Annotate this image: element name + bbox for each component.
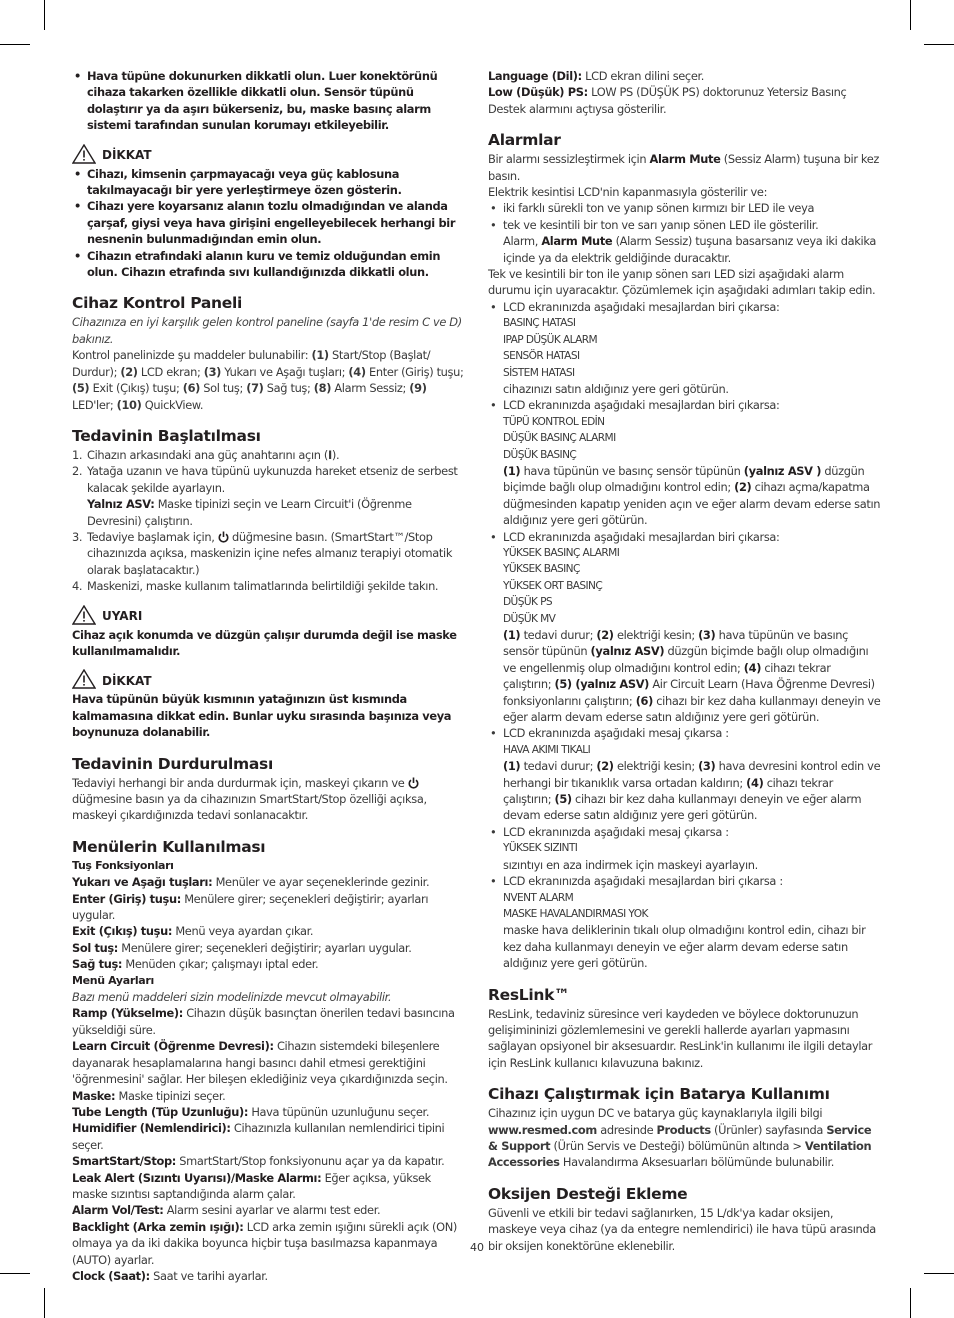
section-title-alarms: Alarmlar: [488, 131, 561, 150]
crop-mark: [44, 0, 45, 30]
start-step: 4. Maskenizi, maske kullanım talimatlarında belirtildiği şekilde takın.: [72, 579, 439, 594]
menu-setting: Clock (Saat): Saat ve tarihi ayarlar.: [72, 1268, 268, 1283]
caution-heading: [72, 669, 464, 689]
warning-triangle-icon: [72, 605, 96, 625]
lcd-message: YÜKSEK ORT BASINÇ: [503, 579, 603, 592]
oxygen-text: Güvenli ve etkili bir tedavi sağlanırken, 15 L/dk'ya kadar oksijen, maskeye veya cihaz (ya da entegre nemlendirici) ile hava tüpü arasında bir oksijen konektörüne eklenebilir.: [488, 1205, 876, 1253]
menu-setting: Learn Circuit (Öğrenme Devresi): Cihazın sistemdeki bileşenlere dayanarak hesaplamalarına hangi basıncı dahil etmesi gerektiğini 'öğrenmesini' sağlar. Her bileşen eklediğiniz veya çıkardığınızda seçin.: [72, 1039, 448, 1087]
power-icon: [408, 777, 419, 789]
alarms-power-failure: Elektrik kesintisi LCD'nin kapanmasıyla gösterilir ve:: [488, 185, 768, 200]
alarm-group: • LCD ekranınızda aşağıdaki mesajlardan biri çıkarsa: YÜKSEK BASINÇ ALARMI YÜKSEK BASINÇ YÜKSEK ORT BASINÇ DÜŞÜK PS DÜŞÜK MV (1) tedavi durur; (2) elektriği kesin; (3) hava tüpünün ve basınç sensör tüpünün (yalnız ASV) düzgün biçimde bağlı olup olmadığını ve engellenmiş olup olmadığını kontrol edin; (4) cihazı tekrar çalıştırın; (5) (yalnız ASV) Air Circuit Learn (Hava Öğrenme Devresi) fonksiyonlarını çalıştırın; (6) cihazı bir kez daha kullanmayı deneyin ve eğer alarm devam ederse satın aldığınız yere geri götürün.: [488, 529, 882, 726]
alarm-group: • LCD ekranınızda aşağıdaki mesajlardan biri çıkarsa: TÜPÜ KONTROL EDİN DÜŞÜK BASINÇ ALARMI DÜŞÜK BASINÇ (1) hava tüpünün ve basınç sensör tüpünün (yalnız ASV ) düzgün biçimde bağlı olup olmadığını kontrol edin; (2) cihazı açma/kapatma düğmesinden kapatıp yeniden açın ve eğer alarm devam ederse satın aldığınız yere geri götürün.: [488, 397, 882, 528]
alarm-group: • LCD ekranınızda aşağıdaki mesajlardan biri çıkarsa: BASINÇ HATASI IPAP DÜŞÜK ALARM SENSÖR HATASI SİSTEM HATASI cihazınızı satın aldığınız yere geri götürün.: [488, 299, 882, 397]
key-function: Sağ tuş: Menüden çıkar; çalışmayı iptal eder.: [72, 957, 319, 972]
stop-text: Tedaviyi herhangi bir anda durdurmak için, maskeyi çıkarın ve düğmesine basın ya da cihazınızın SmartStart/Stop özelliği açıksa, maskeyi çıkardığınızda tedavi sonlanacaktır.: [72, 775, 427, 823]
caution-item: • Cihazı yere koyarsanız alanın tozlu olmadığından ve alanda çarşaf, giysi veya hava girişini engelleyebilecek herhangi bir nesnenin bulunmadığından emin olun.: [72, 198, 464, 247]
reslink-text: ResLink, tedaviniz süresince veri kaydeden ve böylece doktorunuzun gelişimininizi gözlemlemesini ve gerekli hallerde ayarları yapmasını sağlayan opsiyonel bir aksesuardır. ResLink'in kullanımı ile ilgili detaylar için ResLink kullanıcı kılavuzuna bakınız.: [488, 1006, 873, 1070]
alarm-group: • LCD ekranınızda aşağıdaki mesaj çıkarsa : YÜKSEK SIZINTI sızıntıyı en aza indirmek için maskeyi ayarlayın.: [488, 824, 882, 873]
power-icon: [218, 531, 229, 543]
lcd-message: TÜPÜ KONTROL EDİN: [503, 415, 605, 428]
caution-label: DİKKAT: [102, 148, 152, 163]
key-function: Sol tuş: Menülere girer; seçenekleri değiştirir; ayarları uygular.: [72, 940, 412, 955]
control-panel-text: Kontrol panelinizde şu maddeler bulunabilir: (1) Start/Stop (Başlat/ Durdur); (2) LCD ekran; (3) Yukarı ve Aşağı tuşları; (4) Enter (Giriş) tuşu; (5) Exit (Çıkış) tuşu; (6) Sol tuş; (7) Sağ tuş; (8) Alarm Sessiz; (9) LED'ler; (10) QuickView.: [72, 348, 464, 412]
warning-heading: [72, 605, 464, 625]
crop-mark: [0, 1273, 30, 1274]
start-step: 2. Yatağa uzanın ve hava tüpünü uykunuzda hareket etseniz de serbest kalacak şekilde ayarlayın. Yalnız ASV: Maske tipinizi seçin ve Learn Circuit'i (Öğrenme Devresini) çalıştırın.: [72, 464, 458, 528]
alarms-intro: Bir alarmı sessizleştirmek için Alarm Mute (Sessiz Alarm) tuşuna bir kez basın.: [488, 152, 880, 183]
menu-setting: Backlight (Arka zemin ışığı): LCD arka zemin ışığını sürekli açık (ON) olmaya ya da iki dakika boyunca hiçbir tuşa basılmazsa kapanmaya (AUTO) ayarlar.: [72, 1219, 458, 1267]
warning-triangle-icon: [72, 669, 96, 689]
section-title-menus: Menülerin Kullanılması: [72, 837, 266, 856]
menu-setting: Alarm Vol/Test: Alarm sesini ayarlar ve alarmı test eder.: [72, 1203, 381, 1218]
key-functions-heading: Tuş Fonksiyonları: [72, 858, 174, 872]
menu-setting: Maske: Maske tipinizi seçer.: [72, 1088, 226, 1103]
start-step: 1. Cihazın arkasındaki ana güç anahtarını açın (I).: [72, 447, 340, 462]
menu-settings-heading: Menü Ayarları: [72, 973, 154, 987]
lcd-message: YÜKSEK BASINÇ: [503, 563, 580, 576]
start-step: 3. Tedaviye başlamak için, düğmesine basın. (SmartStart™/Stop cihazınızda açıksa, maskenizin içine nefes almanız terapiyi otomatik olarak başlatacaktır.): [72, 529, 453, 577]
section-title-battery: Cihazı Çalıştırmak için Batarya Kullanımı: [488, 1085, 830, 1104]
caution-item: • Cihazı, kimsenin çarpmayacağı veya güç kablosuna takılmayacağı bir yere yerleştirmeye özen gösterin.: [72, 166, 464, 199]
lcd-message: BASINÇ HATASI: [503, 317, 576, 330]
crop-mark: [44, 1288, 45, 1318]
alarm-group: • LCD ekranınızda aşağıdaki mesaj çıkarsa : HAVA AKIMI TIKALI (1) tedavi durur; (2) elektriği kesin; (3) hava devresini kontrol edin ve herhangi bir tıkanıklık varsa ortadan kaldırın; (4) cihazı tekrar çalıştırın; (5) cihazı bir kez daha kullanmayı deneyin ve eğer alarm devam ederse satın aldığınız yere geri götürün.: [488, 725, 882, 823]
alarm-bullet: • iki farklı sürekli ton ve yanıp sönen kırmızı bir LED ile veya: [488, 200, 882, 216]
key-function: Exit (Çıkış) tuşu: Menü veya ayardan çıkar.: [72, 924, 314, 939]
menu-setting: Leak Alert (Sızıntı Uyarısı)/Maske Alarmı: Eğer açıksa, yüksek maske sızıntısı saptandığında alarm çalar.: [72, 1170, 431, 1201]
menu-setting: Language (Dil): LCD ekran dilini seçer.: [488, 69, 705, 83]
lcd-message: MASKE HAVALANDIRMASI YOK: [503, 907, 648, 920]
key-function: Enter (Giriş) tuşu: Menülere girer; seçenekleri değiştirir; ayarları uygular.: [72, 891, 429, 923]
warning-triangle-icon: [72, 144, 96, 164]
caution-heading: [72, 144, 464, 164]
control-panel-note: Cihazınıza en iyi karşılık gelen kontrol paneline (sayfa 1'de resim C ve D) bakınız.: [72, 315, 462, 346]
battery-text: Cihazınız için uygun DC ve batarya güç kaynaklarıyla ilgili bilgi www.resmed.com adresinde Products (Ürünler) sayfasında Service & Support (Ürün Servis ve Desteği) bölümünün altında > Ventilation Accessories Havalandırma Aksesuarları bölümünde bulunabilir.: [488, 1106, 872, 1170]
crop-mark: [924, 44, 954, 45]
lcd-message: DÜŞÜK BASINÇ: [503, 448, 577, 461]
menu-settings-note: Bazı menü maddeleri sizin modelinizde mevcut olmayabilir.: [72, 990, 392, 1005]
intro-bullet: • Hava tüpüne dokunurken dikkatli olun. Luer konektörünü cihaza takarken özellikle dikkatli olun. Sensör tüpünü dolaştırır ya da aşırı bükerseniz, bu, maske basınç alarm sistemi tarafından sunulan korumayı etkileyebilir.: [72, 68, 464, 134]
warning-label: UYARI: [102, 609, 143, 624]
section-title-oxygen: Oksijen Desteği Ekleme: [488, 1184, 688, 1203]
menu-setting: Low (Düşük) PS: LOW PS (DÜŞÜK PS) doktorunuz Yetersiz Basınç Destek alarmını açtıysa gösterilir.: [488, 85, 847, 116]
left-column: [72, 68, 464, 1284]
lcd-message: SENSÖR HATASI: [503, 350, 580, 363]
crop-mark: [910, 1288, 911, 1318]
section-title-start: Tedavinin Başlatılması: [72, 426, 261, 445]
lcd-message: DÜŞÜK PS: [503, 596, 553, 609]
menu-setting: Humidifier (Nemlendirici): Cihazınızla kullanılan nemlendirici tipini seçer.: [72, 1121, 445, 1152]
crop-mark: [910, 0, 911, 30]
alarm-group: • LCD ekranınızda aşağıdaki mesajlardan biri çıkarsa : NVENT ALARM MASKE HAVALANDIRMASI YOK maske hava deliklerinin tıkalı olup olmadığını kontrol edin, cihazı bir kez daha kullanmayı deneyin ve eğer alarm devam ederse satın aldığınız yere geri götürün.: [488, 873, 882, 971]
lcd-message: NVENT ALARM: [503, 891, 574, 904]
lcd-message: IPAP DÜŞÜK ALARM: [503, 333, 598, 346]
caution-label: DİKKAT: [102, 673, 152, 688]
page-number: 40: [470, 1241, 484, 1254]
alarms-instructions: Tek ve kesintili bir ton ile yanıp sönen sarı LED sizi aşağıdaki alarm durumu için uyaracaktır. Çözümlemek için aşağıdaki adımları takip edin.: [488, 267, 876, 298]
menu-setting: Tube Length (Tüp Uzunluğu): Hava tüpünün uzunluğunu seçer.: [72, 1104, 430, 1119]
lcd-message: HAVA AKIMI TIKALI: [503, 743, 591, 756]
menu-setting: Ramp (Yükselme): Cihazın düşük basınçtan önerilen tedavi basıncına yükseldiği süre.: [72, 1006, 455, 1037]
lcd-message: DÜŞÜK MV: [503, 612, 556, 625]
section-title-reslink: ResLink™: [488, 985, 570, 1004]
right-column: [488, 68, 882, 1254]
section-title-stop: Tedavinin Durdurulması: [72, 754, 273, 773]
section-title-control-panel: Cihaz Kontrol Paneli: [72, 294, 243, 313]
key-function: Yukarı ve Aşağı tuşları: Menüler ve ayar seçeneklerinde gezinir.: [72, 875, 430, 890]
lcd-message: DÜŞÜK BASINÇ ALARMI: [503, 432, 616, 445]
lcd-message: YÜKSEK BASINÇ ALARMI: [503, 546, 620, 559]
crop-mark: [924, 1273, 954, 1274]
caution-item: • Cihazın etrafındaki alanın kuru ve temiz olduğundan emin olun. Cihazın etrafında sıvı kullandığınızda dikkatli olun.: [72, 248, 464, 281]
lcd-message: YÜKSEK SIZINTI: [503, 842, 578, 855]
menu-setting: SmartStart/Stop: SmartStart/Stop fonksiyonunu açar ya da kapatır.: [72, 1154, 445, 1169]
lcd-message: SİSTEM HATASI: [503, 366, 575, 379]
crop-mark: [0, 44, 30, 45]
caution-text: Hava tüpünün büyük kısmının yatağınızın üst kısmında kalmamasına dikkat edin. Bunlar uyku sırasında başınıza veya boynunuza dolanabilir.: [72, 692, 452, 740]
warning-text: Cihaz açık konumda ve düzgün çalışır durumda değil ise maske kullanılmamalıdır.: [72, 627, 457, 658]
alarm-bullet: • tek ve kesintili bir ton ve sarı yanıp sönen LED ile gösterilir. Alarm, Alarm Mute (Alarm Sessiz) tuşuna basarsanız veya iki dakika içinde ya da elektrik geldiğinde duracaktır.: [488, 217, 882, 266]
